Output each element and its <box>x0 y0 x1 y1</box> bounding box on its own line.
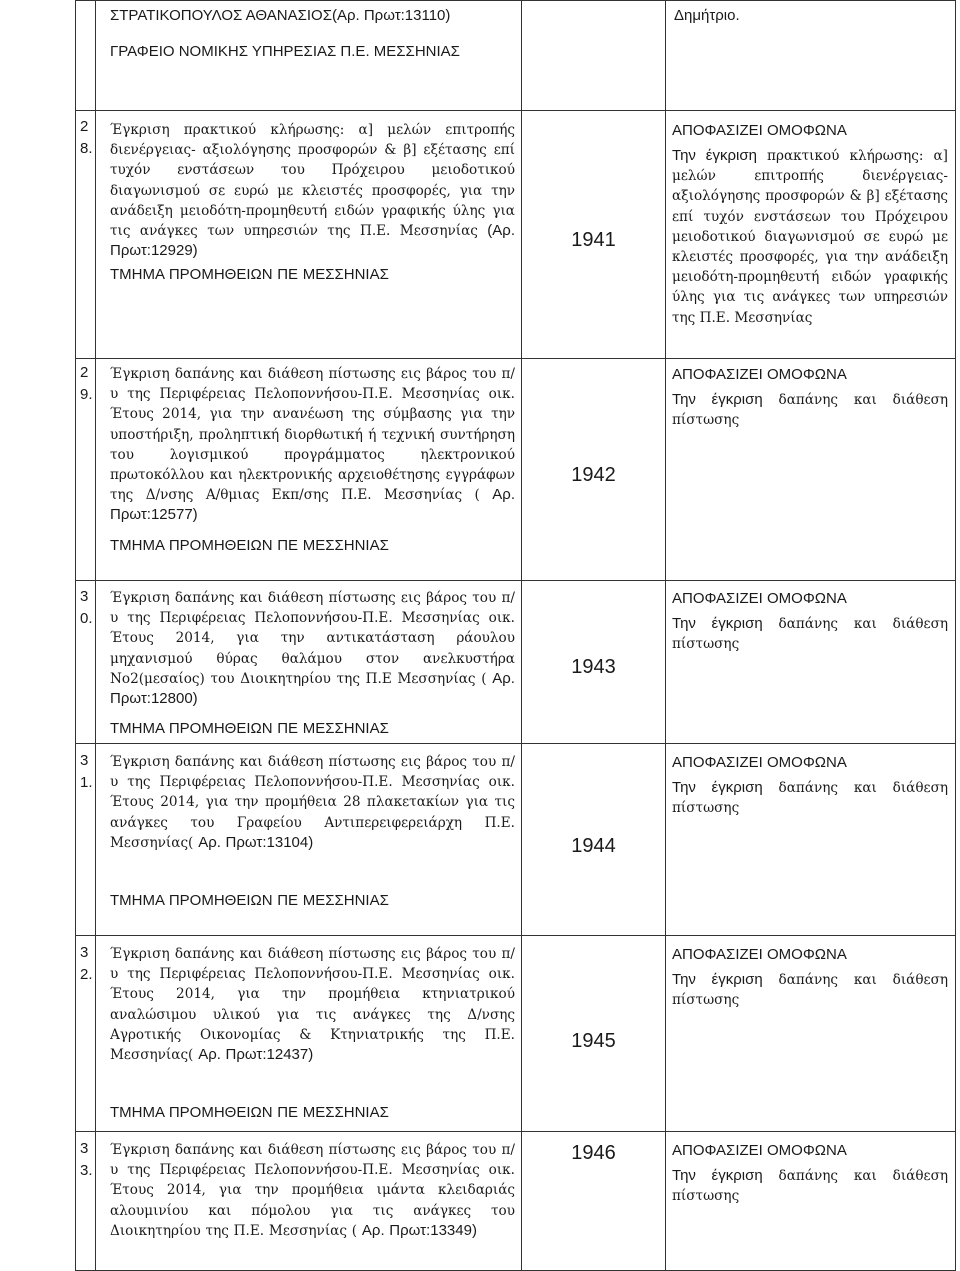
result-lead: Την έγκριση <box>672 615 763 632</box>
header-cell-right <box>674 6 949 26</box>
decision-number: 1944 <box>571 835 616 857</box>
department-label: ΤΜΗΜΑ ΠΡΟΜΗΘΕΙΩΝ ΠΕ ΜΕΣΣΗΝΙΑΣ <box>110 892 389 910</box>
row-result: ΑΠΟΦΑΣΙΖΕΙ ΟΜΟΦΩΝΑ Την έγκριση πρακτικού κλήρωσης: α] μελών επιτροπής διενέργειας- αξιολόγησης προσφορών & β] εξέτασης επί τυχόν ενστάσεων του Πρόχειρου μειοδοτικού διαγωνισμού σε ευρώ με κλειστές προσφορές, για την ανάδειξη μειοδότη-προμηθευτή ειδών γραφικής ύλης για τις ανάγκες των υπηρεσιών της Π.Ε. Μεσσηνίας <box>672 122 948 326</box>
result-heading: ΑΠΟΦΑΣΙΖΕΙ ΟΜΟΦΩΝΑ <box>672 754 847 771</box>
row-result: ΑΠΟΦΑΣΙΖΕΙ ΟΜΟΦΩΝΑ Την έγκριση δαπάνης και διάθεση πίστωσης <box>672 754 948 817</box>
row-number: 2 9. <box>80 364 93 403</box>
result-heading: ΑΠΟΦΑΣΙΖΕΙ ΟΜΟΦΩΝΑ <box>672 590 847 607</box>
row-number: 3 0. <box>80 588 93 627</box>
result-heading: ΑΠΟΦΑΣΙΖΕΙ ΟΜΟΦΩΝΑ <box>672 946 847 963</box>
department-label: ΤΜΗΜΑ ΠΡΟΜΗΘΕΙΩΝ ΠΕ ΜΕΣΣΗΝΙΑΣ <box>110 1104 389 1122</box>
department-label: ΤΜΗΜΑ ΠΡΟΜΗΘΕΙΩΝ ΠΕ ΜΕΣΣΗΝΙΑΣ <box>110 536 389 554</box>
result-lead: Την έγκριση <box>672 391 763 408</box>
department-label: ΤΜΗΜΑ ΠΡΟΜΗΘΕΙΩΝ ΠΕ ΜΕΣΣΗΝΙΑΣ <box>110 266 389 284</box>
result-lead: Την έγκριση <box>672 779 763 796</box>
result-heading: ΑΠΟΦΑΣΙΖΕΙ ΟΜΟΦΩΝΑ <box>672 366 847 383</box>
row-result: ΑΠΟΦΑΣΙΖΕΙ ΟΜΟΦΩΝΑ Την έγκριση δαπάνης και διάθεση πίστωσης <box>672 1142 948 1205</box>
result-heading: ΑΠΟΦΑΣΙΖΕΙ ΟΜΟΦΩΝΑ <box>672 1142 847 1159</box>
header-line-1: ΣΤΡΑΤΙΚΟΠΟΥΛΟΣ ΑΘΑΝΑΣΙΟΣ(Αρ. Πρωτ:13110) <box>110 7 451 24</box>
result-heading: ΑΠΟΦΑΣΙΖΕΙ ΟΜΟΦΩΝΑ <box>672 122 847 139</box>
protocol-ref: Αρ. Πρωτ:13104) <box>198 833 314 851</box>
row-number: 3 2. <box>80 944 93 983</box>
row-number: 2 8. <box>80 118 93 157</box>
header-line-2: ΓΡΑΦΕΙΟ ΝΟΜΙΚΗΣ ΥΠΗΡΕΣΙΑΣ Π.Ε. ΜΕΣΣΗΝΙΑΣ <box>110 43 460 60</box>
decision-number: 1946 <box>571 1142 616 1164</box>
row-subject: Έγκριση δαπάνης και διάθεση πίστωσης εις βάρος του π/υ της Περιφέρειας Πελοποννήσου-Π.Ε. Μεσσηνίας οικ. Έτους 2014, για την προμήθεια 28 πλακετακίων για τις ανάγκες του Γραφείου Αντιπερειφερειάρχη Π.Ε. Μεσσηνίας( Αρ. Πρωτ:13104) ΤΜΗΜΑ ΠΡΟΜΗΘΕΙΩΝ ΠΕ ΜΕΣΣΗΝΙΑΣ <box>110 754 515 910</box>
row-result: ΑΠΟΦΑΣΙΖΕΙ ΟΜΟΦΩΝΑ Την έγκριση δαπάνης και διάθεση πίστωσης <box>672 946 948 1009</box>
protocol-ref: Αρ. Πρωτ:12577) <box>110 486 515 524</box>
result-lead: Την έγκριση <box>672 147 757 164</box>
header-right-text: Δημήτριο. <box>674 7 740 24</box>
row-number: 3 3. <box>80 1140 93 1179</box>
row-result: ΑΠΟΦΑΣΙΖΕΙ ΟΜΟΦΩΝΑ Την έγκριση δαπάνης και διάθεση πίστωσης <box>672 366 948 429</box>
row-subject: Έγκριση πρακτικού κλήρωσης: α] μελών επιτροπής διενέργειας- αξιολόγησης προσφορών & β] εξέτασης επί τυχόν ενστάσεων του Πρόχειρου μειοδοτικού διαγωνισμού σε ευρώ με κλειστές προσφορές, για την ανάδειξη μειοδότη-προμηθευτή ειδών γραφικής ύλης για τις ανάγκες των υπηρεσιών της Π.Ε. Μεσσηνίας (Αρ. Πρωτ:12929) ΤΜΗΜΑ ΠΡΟΜΗΘΕΙΩΝ ΠΕ ΜΕΣΣΗΝΙΑΣ <box>110 122 515 284</box>
row-subject: Έγκριση δαπάνης και διάθεση πίστωσης εις βάρος του π/υ της Περιφέρειας Πελοποννήσου-Π.Ε. Μεσσηνίας οικ. Έτους 2014, για την αντικατάσταση ράουλου μηχανισμού θύρας θαλάμου στον ανελκυστήρα Νο2(μεσαίος) του Διοικητηρίου της Π.Ε Μεσσηνίας ( Αρ. Πρωτ:12800) ΤΜΗΜΑ ΠΡΟΜΗΘΕΙΩΝ ΠΕ ΜΕΣΣΗΝΙΑΣ <box>110 590 515 738</box>
protocol-ref: Αρ. Πρωτ:13349) <box>361 1221 477 1239</box>
row-subject: Έγκριση δαπάνης και διάθεση πίστωσης εις βάρος του π/υ της Περιφέρειας Πελοποννήσου-Π.Ε. Μεσσηνίας οικ. Έτους 2014, για την προμήθεια κτηνιατρικού αναλώσιμου υλικού για τις ανάγκες της Δ/νσης Αγροτικής Οικονομίας & Κτηνιατρικής της Π.Ε. Μεσσηνίας( Αρ. Πρωτ:12437) ΤΜΗΜΑ ΠΡΟΜΗΘΕΙΩΝ ΠΕ ΜΕΣΣΗΝΙΑΣ <box>110 946 515 1122</box>
result-lead: Την έγκριση <box>672 971 763 988</box>
decision-number: 1942 <box>571 464 616 486</box>
row-number: 3 1. <box>80 752 93 791</box>
header-cell-left <box>110 6 515 62</box>
row-subject: Έγκριση δαπάνης και διάθεση πίστωσης εις βάρος του π/υ της Περιφέρειας Πελοποννήσου-Π.Ε. Μεσσηνίας οικ. Έτους 2014, για την προμήθεια ιμάντα κλειδαριάς αλουμινίου και πόμολου για τις ανάγκες του Διοικητηρίου της Π.Ε. Μεσσηνίας ( Αρ. Πρωτ:13349) <box>110 1142 515 1239</box>
department-label: ΤΜΗΜΑ ΠΡΟΜΗΘΕΙΩΝ ΠΕ ΜΕΣΣΗΝΙΑΣ <box>110 720 389 738</box>
decision-number: 1943 <box>571 656 616 678</box>
result-lead: Την έγκριση <box>672 1167 763 1184</box>
decision-number: 1945 <box>571 1030 616 1052</box>
decision-number: 1941 <box>571 229 616 251</box>
protocol-ref: Αρ. Πρωτ:12437) <box>198 1046 314 1064</box>
row-result: ΑΠΟΦΑΣΙΖΕΙ ΟΜΟΦΩΝΑ Την έγκριση δαπάνης και διάθεση πίστωσης <box>672 590 948 653</box>
row-subject: Έγκριση δαπάνης και διάθεση πίστωσης εις βάρος του π/υ της Περιφέρειας Πελοποννήσου-Π.Ε. Μεσσηνίας οικ. Έτους 2014, για την ανανέωση της σύμβασης για την υποστήριξη, προληπτική διορθωτική ή τεχνική συντήρηση του λογισμικού προγράμματος ηλεκτρονικού πρωτοκόλλου και ηλεκτρονικής αρχειοθέτησης εγγράφων της Δ/νσης Α/θμιας Εκπ/σης Π.Ε. Μεσσηνίας ( Αρ. Πρωτ:12577) ΤΜΗΜΑ ΠΡΟΜΗΘΕΙΩΝ ΠΕ ΜΕΣΣΗΝΙΑΣ <box>110 366 515 554</box>
protocol-ref: (Αρ. Πρωτ:12929) <box>110 222 515 260</box>
protocol-ref: Αρ. Πρωτ:12800) <box>110 669 515 708</box>
